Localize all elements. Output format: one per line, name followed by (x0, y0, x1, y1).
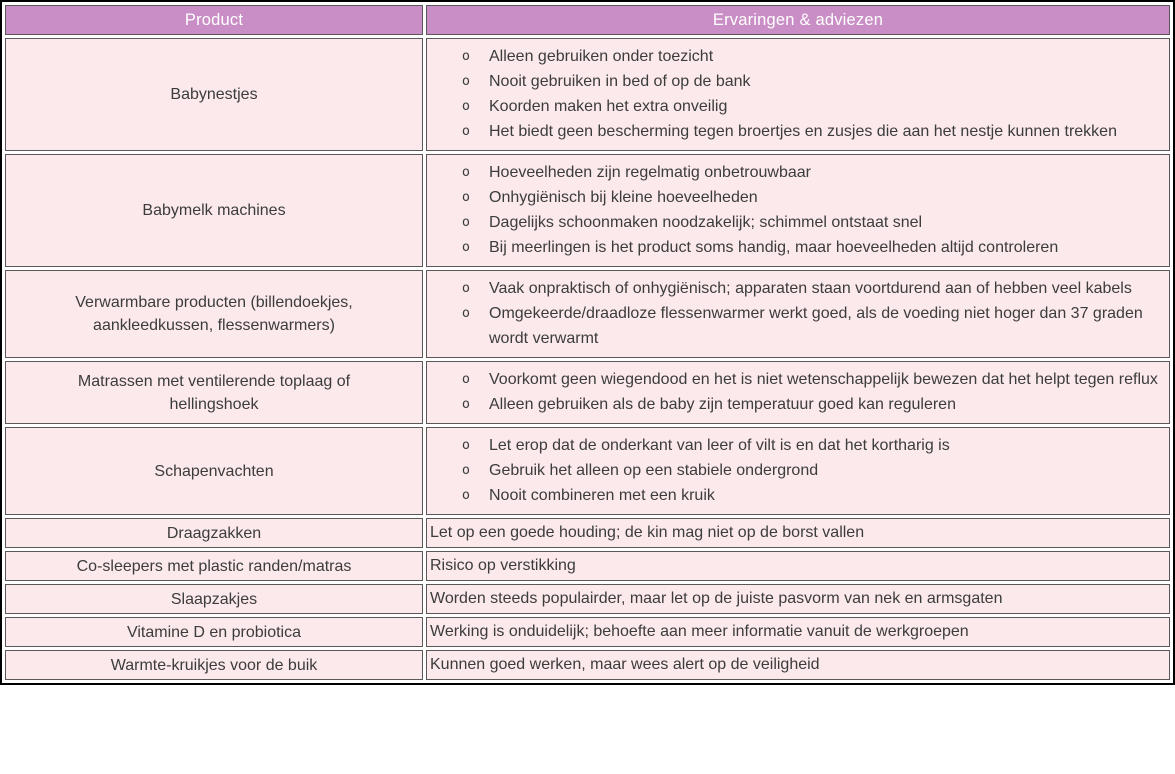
bullet-icon: o (461, 48, 471, 64)
bullet-icon: o (461, 164, 471, 180)
column-header-product: Product (5, 5, 423, 35)
advice-cell (426, 518, 1170, 548)
table-row (5, 361, 1170, 424)
table-row (5, 38, 1170, 151)
advice-cell (426, 361, 1170, 424)
advice-text: Werking is onduidelijk; behoefte aan meer informatie vanuit de werkgroepen (430, 623, 969, 640)
product-label: Draagzakken (166, 524, 262, 542)
bullet-text: Alleen gebruiken als de baby zijn temperatuur goed kan reguleren (489, 396, 956, 413)
bullet-item (455, 276, 1161, 301)
bullet-icon: o (461, 305, 471, 321)
advice-bullet-list (427, 39, 1169, 150)
bullet-icon: o (461, 280, 471, 296)
table-row (5, 154, 1170, 267)
column-header-advice: Ervaringen & adviezen (426, 5, 1170, 35)
table-row (5, 650, 1170, 680)
bullet-text: Hoeveelheden zijn regelmatig onbetrouwbaar (489, 164, 811, 181)
table-row (5, 551, 1170, 581)
product-cell (5, 427, 423, 515)
bullet-icon: o (461, 239, 471, 255)
bullet-item (455, 210, 1161, 235)
product-label: Warmte-kruikjes voor de buik (110, 656, 318, 674)
bullet-icon: o (461, 73, 471, 89)
bullet-icon: o (461, 437, 471, 453)
bullet-icon: o (461, 396, 471, 412)
bullet-text: Het biedt geen bescherming tegen broertjes en zusjes die aan het nestje kunnen trekken (489, 123, 1117, 140)
product-label: Co-sleepers met plastic randen/matras (76, 557, 352, 575)
bullet-text: Alleen gebruiken onder toezicht (489, 48, 714, 65)
bullet-icon: o (461, 462, 471, 478)
product-cell (5, 584, 423, 614)
advice-bullet-list (427, 428, 1169, 514)
bullet-item (455, 69, 1161, 94)
product-cell (5, 617, 423, 647)
advice-cell (426, 154, 1170, 267)
bullet-item (455, 483, 1161, 508)
advice-text: Worden steeds populairder, maar let op de juiste pasvorm van nek en armsgaten (430, 590, 1003, 607)
table-row (5, 518, 1170, 548)
bullet-item (455, 185, 1161, 210)
advice-bullet-list (427, 155, 1169, 266)
advice-text: Let op een goede houding; de kin mag niet op de borst vallen (430, 524, 865, 541)
advice-cell (426, 650, 1170, 680)
product-cell (5, 154, 423, 267)
product-label: Vitamine D en probiotica (126, 623, 302, 641)
table-row (5, 584, 1170, 614)
advice-bullet-list (427, 362, 1169, 423)
advice-bullet-list (427, 271, 1169, 357)
bullet-icon: o (461, 371, 471, 387)
product-cell (5, 551, 423, 581)
bullet-icon: o (461, 487, 471, 503)
bullet-text: Onhygiënisch bij kleine hoeveelheden (489, 189, 758, 206)
table-row (5, 270, 1170, 358)
product-label: Slaapzakjes (170, 590, 258, 608)
bullet-icon: o (461, 189, 471, 205)
bullet-item (455, 367, 1161, 392)
bullet-item (455, 433, 1161, 458)
product-cell (5, 38, 423, 151)
bullet-text: Vaak onpraktisch of onhygiënisch; apparaten staan voortdurend aan of hebben veel kabels (489, 280, 1132, 297)
advice-cell (426, 270, 1170, 358)
advice-text: Risico op verstikking (430, 557, 576, 574)
advice-cell (426, 427, 1170, 515)
advice-cell (426, 38, 1170, 151)
product-cell (5, 361, 423, 424)
bullet-text: Koorden maken het extra onveilig (489, 98, 728, 115)
bullet-text: Nooit combineren met een kruik (489, 487, 715, 504)
bullet-icon: o (461, 98, 471, 114)
bullet-item (455, 235, 1161, 260)
advice-text: Kunnen goed werken, maar wees alert op de veiligheid (430, 656, 820, 673)
table-row (5, 617, 1170, 647)
bullet-item (455, 94, 1161, 119)
product-label: Babynestjes (170, 86, 258, 103)
bullet-icon: o (461, 123, 471, 139)
bullet-text: Bij meerlingen is het product soms handig, maar hoeveelheden altijd controleren (489, 239, 1059, 256)
product-cell (5, 650, 423, 680)
bullet-text: Dagelijks schoonmaken noodzakelijk; schimmel ontstaat snel (489, 214, 923, 231)
bullet-text: Let erop dat de onderkant van leer of vilt is en dat het kortharig is (489, 437, 950, 454)
product-label: Schapenvachten (154, 462, 274, 480)
bullet-text: Omgekeerde/draadloze flessenwarmer werkt goed, als de voeding niet hoger dan 37 graden wordt verwarmt (489, 305, 1143, 347)
bullet-text: Voorkomt geen wiegendood en het is niet wetenschappelijk bewezen dat het helpt tegen reflux (489, 371, 1158, 388)
product-label: Matrassen met ventilerende toplaag of hellingshoek (77, 372, 351, 413)
bullet-item (455, 392, 1161, 417)
bullet-item (455, 160, 1161, 185)
table-body (5, 38, 1170, 680)
advice-cell (426, 551, 1170, 581)
table-row (5, 427, 1170, 515)
product-cell (5, 518, 423, 548)
bullet-item (455, 119, 1161, 144)
bullet-text: Nooit gebruiken in bed of op de bank (489, 73, 751, 90)
advice-cell (426, 584, 1170, 614)
product-cell (5, 270, 423, 358)
product-label: Babymelk machines (142, 202, 286, 219)
bullet-item (455, 301, 1161, 351)
bullet-text: Gebruik het alleen op een stabiele ondergrond (489, 462, 819, 479)
product-label: Verwarmbare producten (billendoekjes, aankleedkussen, flessenwarmers) (75, 294, 353, 334)
header-row (5, 5, 1170, 35)
bullet-item (455, 458, 1161, 483)
bullet-item (455, 44, 1161, 69)
advice-cell (426, 617, 1170, 647)
bullet-icon: o (461, 214, 471, 230)
